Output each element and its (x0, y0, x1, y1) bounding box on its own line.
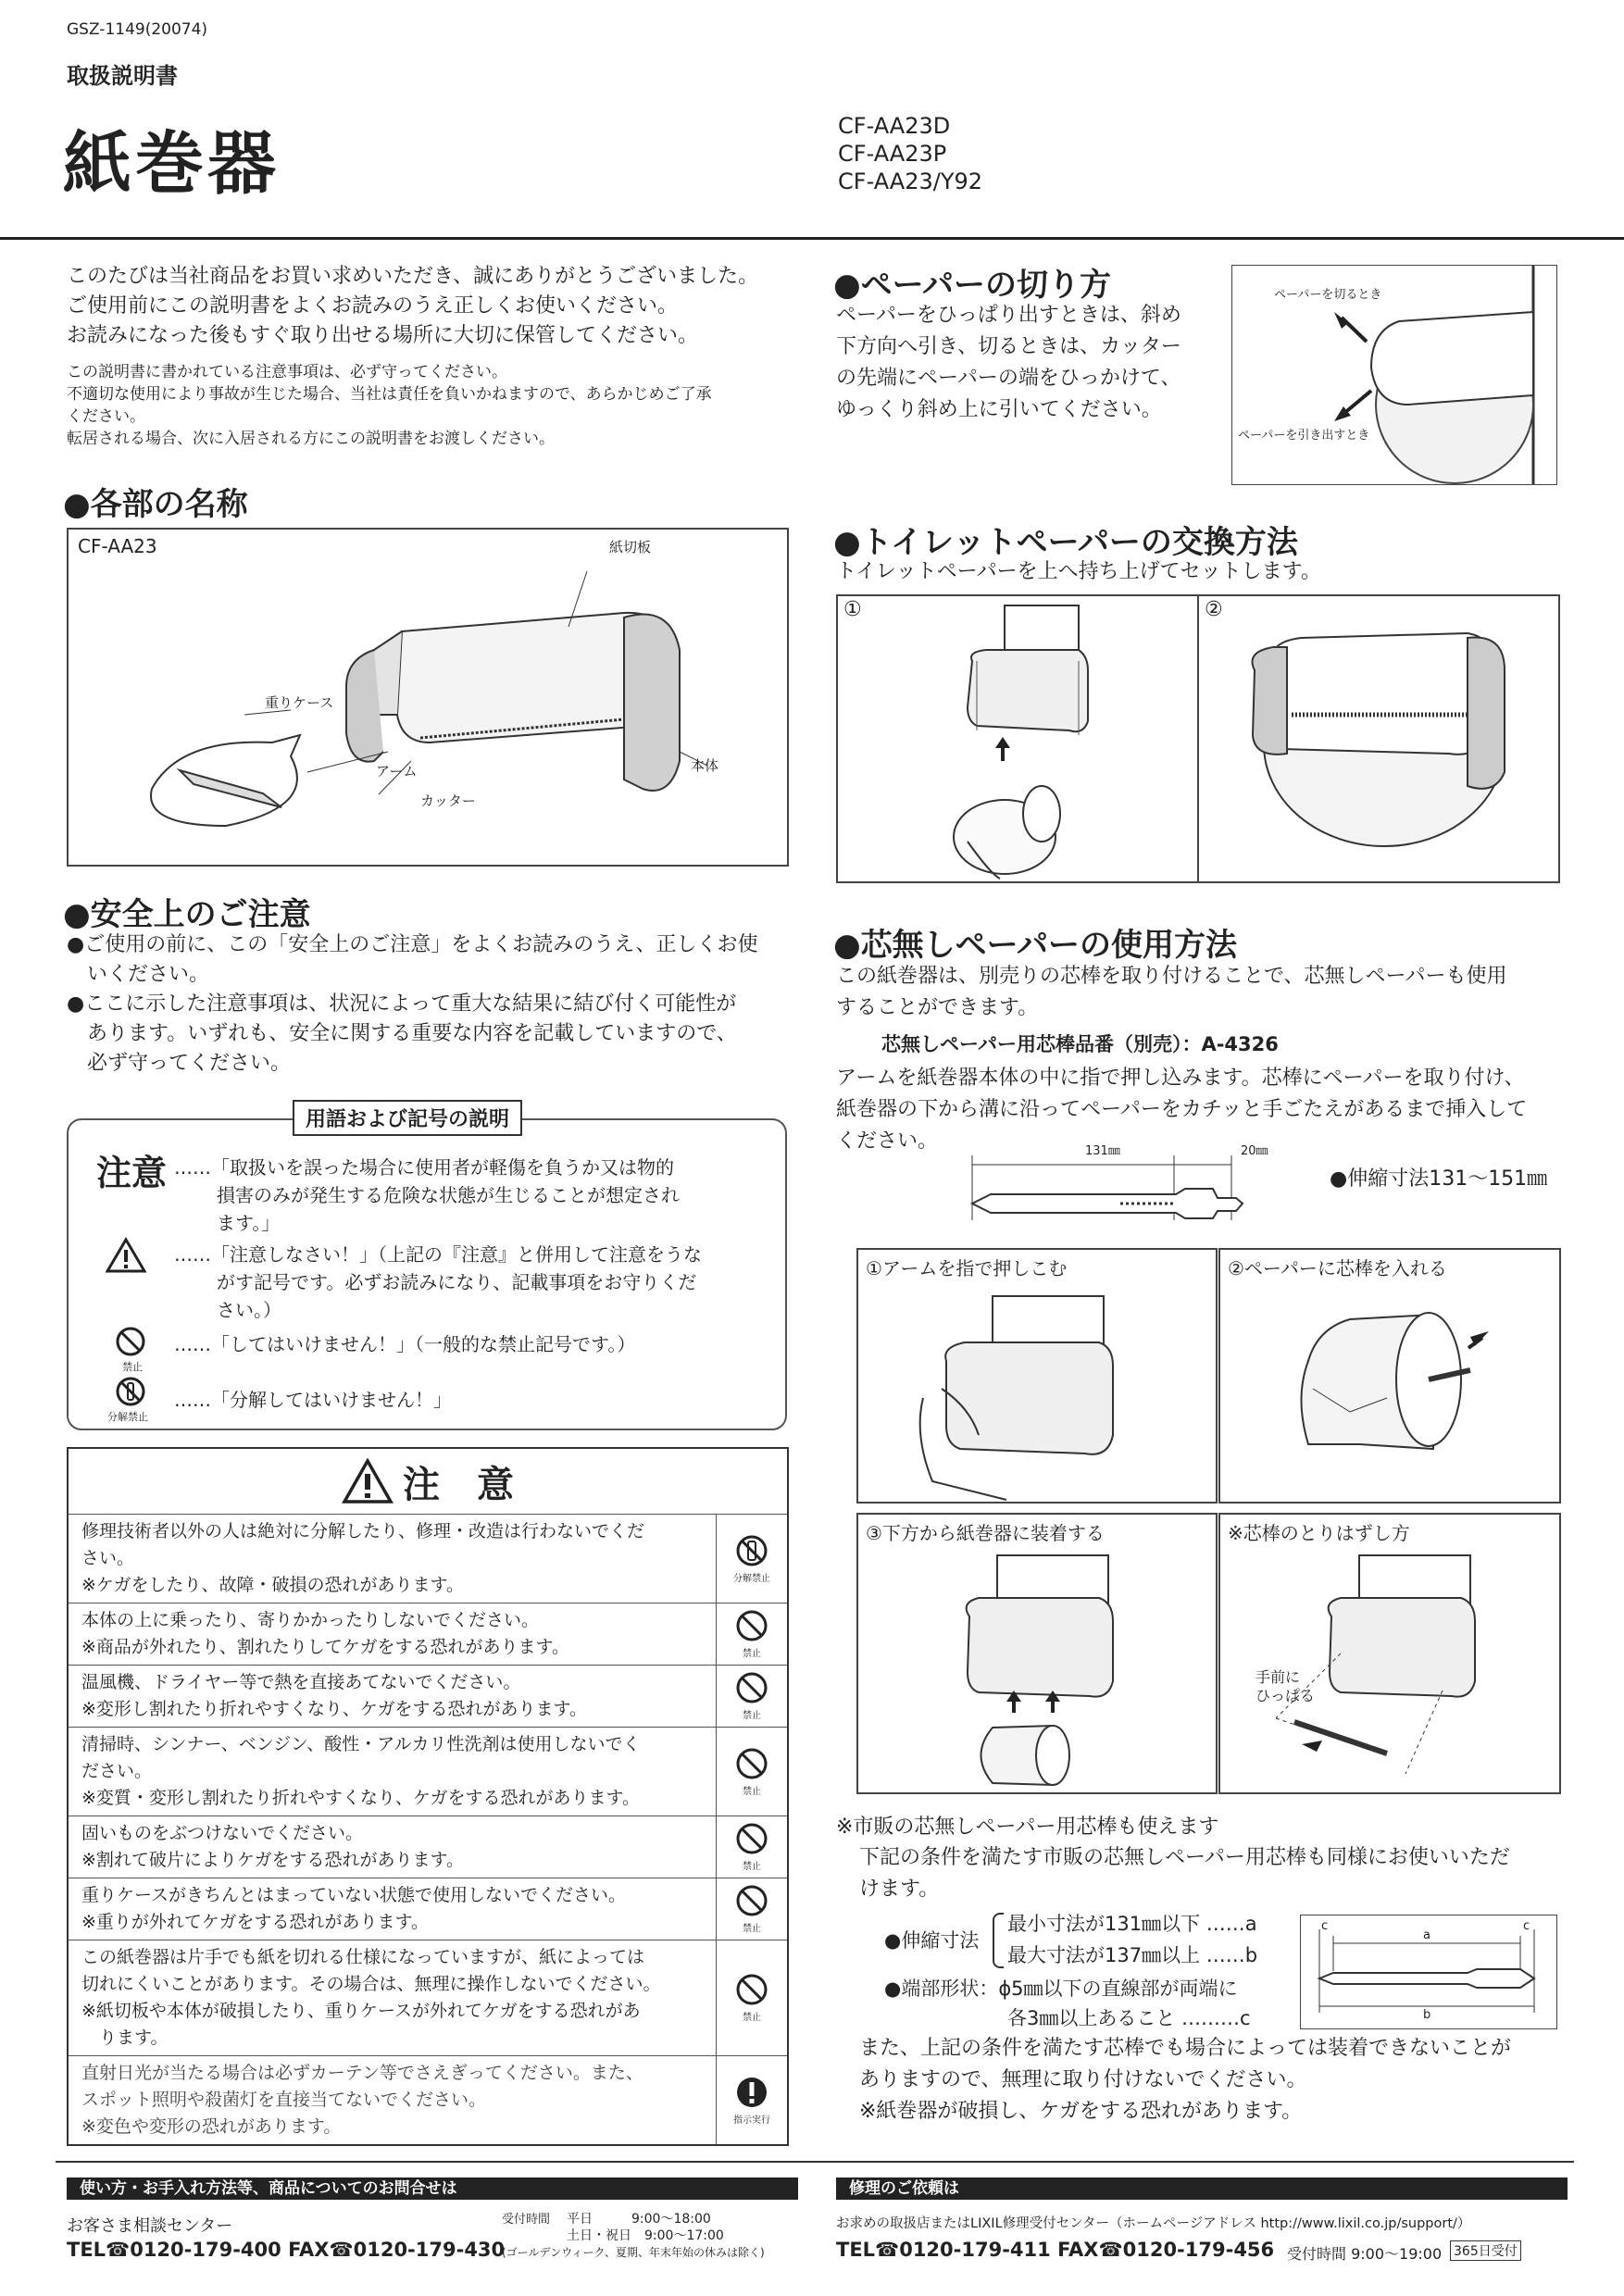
parts-heading: ●各部の名称 (63, 486, 248, 523)
support-tel: TEL☎0120-179-400 FAX☎0120-179-430 (67, 2239, 506, 2261)
step2-panel (1218, 1248, 1561, 1504)
repair-badge: 365日受付 (1450, 2240, 1521, 2261)
cond-c: 各3㎜以上あること ………c (1007, 2007, 1251, 2029)
caution-line: 重りケースがきちんとはまっていない状態で使用しないでください。 (81, 1885, 627, 1905)
parts-figure (67, 528, 789, 867)
prohibit-icon (735, 1609, 768, 1645)
step3-label: ③下方から紙巻器に装着する (866, 1522, 1105, 1544)
prohibit-label: 禁止 (122, 1361, 143, 1373)
cutting-heading: ●ペーパーの切り方 (833, 267, 1111, 304)
safety-line: 必ず守ってください。 (87, 1052, 292, 1075)
label-weight-case: 重りケース (265, 694, 334, 711)
repair-tel: TEL☎0120-179-411 FAX☎0120-179-456 (836, 2239, 1275, 2261)
dim-a-label: a (1423, 1928, 1430, 1942)
tail-line: ※紙巻器が破損し、ケガをする恐れがあります。 (859, 2100, 1303, 2123)
step1-label: ①アームを指で押しこむ (866, 1257, 1068, 1279)
stretch-dimension: ●伸縮寸法131〜151㎜ (1330, 1167, 1548, 1191)
label-cutter: カッター (420, 792, 476, 809)
step4-label: ※芯棒のとりはずし方 (1228, 1522, 1410, 1544)
tail-line: ありますので、無理に取り付けないでください。 (859, 2068, 1307, 2091)
safety-line: ●ご使用の前に、この「安全上のご注意」をよくお読みのうえ、正しくお使 (67, 933, 758, 956)
desc-line: ……「取扱いを誤った場合に使用者が軽傷を負うか又は物的 (174, 1156, 674, 1179)
caution-row (69, 1603, 787, 1665)
coreless-line: 紙巻器の下から溝に沿ってペーパーをカチッと手ごたえがあるまで挿入して (836, 1098, 1528, 1121)
caution-line: 固いものをぶつけないでください。 (81, 1823, 364, 1843)
caution-line: 清掃時、シンナー、ベンジン、酸性・アルカリ性洗剤は使用しないでく (81, 1734, 641, 1754)
caution-line: スポット照明や殺菌灯を直接当てないでください。 (81, 2090, 487, 2110)
safety-line: ●ここに示した注意事項は、状況によって重大な結果に結び付く可能性が (67, 992, 737, 1016)
mandatory-action-icon (735, 2076, 768, 2112)
step3-illustration (858, 1515, 1216, 1792)
fig-cut-label: ペーパーを切るとき (1274, 288, 1382, 302)
prohibit-icon (735, 1822, 768, 1858)
dim-c-label: c (1523, 1919, 1530, 1933)
step2-illustration (1220, 1250, 1559, 1502)
intro-line: お読みになった後もすぐ取り出せる場所に大切に保管してください。 (67, 324, 699, 347)
caution-line: ※ケガをしたり、故障・破損の恐れがあります。 (81, 1575, 465, 1595)
replace-panel-1 (836, 594, 1199, 883)
parts-model: CF-AA23 (78, 535, 157, 557)
step1-panel (856, 1248, 1218, 1504)
step2-label: ②ペーパーに芯棒を入れる (1228, 1257, 1447, 1279)
step4-illustration (1220, 1515, 1559, 1792)
coreless-tail (859, 2033, 1511, 2128)
caution-table-title: 注 意 (403, 1463, 514, 1506)
doc-code: GSZ-1149(20074) (67, 20, 208, 39)
cut-line: 下方向へ引き、切るときは、カッター (836, 335, 1181, 358)
note-line: 不適切な使用により事故が生じた場合、当社は責任を負いかねますので、あらかじめご了承 (67, 385, 712, 404)
caution-row-text (69, 1666, 716, 1727)
caution-row-text (69, 1515, 716, 1603)
caution-row-text (69, 1603, 716, 1665)
coreless-line: アームを紙巻器本体の中に指で押し込みます。芯棒にペーパーを取り付け、 (836, 1067, 1525, 1090)
caution-row (69, 1878, 787, 1940)
dim-c-label: c (1321, 1919, 1329, 1933)
caution-row-icon-cell (716, 1666, 787, 1727)
caution-line: 本体の上に乗ったり、寄りかかったりしないでください。 (81, 1610, 540, 1630)
pull-label (1255, 1668, 1315, 1705)
coreless-part-no: 芯無しペーパー用芯棒品番（別売）：A-4326 (881, 1033, 1279, 1055)
coreless-intro (836, 961, 1506, 1024)
repair-line: お求めの取扱店またはLIXIL修理受付センター（ホームページアドレス http://www.lixil.co.jp/support/） (836, 2216, 1471, 2231)
caution-row (69, 1816, 787, 1878)
caution-row-text (69, 1728, 716, 1816)
cond-shape: ●端部形状：ϕ5㎜以下の直線部が両端に (884, 1978, 1238, 2000)
caution-icon-label: 禁止 (743, 1649, 761, 1659)
step3-panel (856, 1513, 1218, 1794)
coreless-line: ください。 (836, 1129, 939, 1153)
safety-heading: ●安全上のご注意 (63, 896, 311, 933)
caution-icon-label: 禁止 (743, 1786, 761, 1797)
warning-triangle-icon (106, 1237, 146, 1274)
caution-line: 直射日光が当たる場合は必ずカーテン等でさえぎってください。また、 (81, 2063, 643, 2083)
caution-desc (174, 1154, 680, 1237)
step4-panel (1218, 1513, 1561, 1794)
note-line: この説明書に書かれている注意事項は、必ず守ってください。 (67, 363, 507, 381)
caution-icon-label: 禁止 (743, 2013, 761, 2023)
no-disassemble-icon (115, 1376, 146, 1407)
prohibit-icon (115, 1326, 146, 1357)
no-disassemble-icon (735, 1534, 768, 1570)
coreless-line: この紙巻器は、別売りの芯棒を取り付けることで、芯無しペーパーも使用 (836, 965, 1507, 988)
caution-line: 切れにくいことがあります。その場合は、無理に操作しないでください。 (81, 1974, 661, 1994)
intro-notes (67, 361, 712, 450)
disassemble-label: 分解禁止 (107, 1411, 148, 1423)
caution-line: ださい。 (81, 1761, 153, 1781)
replace-heading: ●トイレットペーパーの交換方法 (833, 524, 1298, 561)
prohibit-icon (735, 1973, 768, 2009)
caution-line: ※重りが外れてケガをする恐れがあります。 (81, 1912, 430, 1932)
caution-line: ※変質・変形し割れたり折れやすくなり、ケガをする恐れがあります。 (81, 1788, 641, 1808)
hours-label: 受付時間 (502, 2213, 551, 2227)
panel-number: ① (843, 598, 862, 621)
cut-line: ゆっくり斜め上に引いてください。 (836, 398, 1162, 421)
rod-spec-figure (1300, 1915, 1557, 2029)
prohibit-icon (735, 1884, 768, 1920)
caution-line: ります。 (81, 2028, 169, 2048)
caution-line: ※商品が外れたり、割れたりしてケガをする恐れがあります。 (81, 1637, 570, 1657)
note-line: ください。 (67, 407, 145, 426)
dim-20: 20㎜ (1241, 1144, 1268, 1158)
intro (67, 262, 758, 351)
desc-line: さい。） (217, 1299, 281, 1321)
label-paper-cut: 紙切板 (609, 539, 652, 555)
coreless-heading: ●芯無しペーパーの使用方法 (833, 927, 1237, 964)
caution-icon-label: 禁止 (743, 1862, 761, 1872)
caution-row-text (69, 1940, 716, 2055)
disassemble-desc: ……「分解してはいけません！」 (174, 1389, 452, 1411)
dim-b-label: b (1423, 2008, 1431, 2022)
triangle-desc (174, 1241, 702, 1324)
caution-line: さい。 (81, 1548, 135, 1568)
market-text (859, 1842, 1510, 1905)
warning-triangle-icon (342, 1458, 394, 1504)
coreless-line: することができます。 (836, 996, 1039, 1019)
model-1: CF-AA23D (838, 113, 951, 139)
doc-subtitle: 取扱説明書 (67, 63, 178, 89)
cond-label: ●伸縮寸法 (884, 1929, 980, 1952)
caution-row-icon-cell (716, 1603, 787, 1665)
support-center: お客さま相談センター (67, 2216, 233, 2236)
caution-word: 注意 (96, 1153, 168, 1193)
caution-row-text (69, 2056, 716, 2144)
tail-line: また、上記の条件を満たす芯棒でも場合によっては装着できないことが (859, 2037, 1512, 2060)
caution-icon-label: 禁止 (743, 1711, 761, 1721)
intro-line: このたびは当社商品をお買い求めいただき、誠にありがとうございました。 (67, 265, 759, 288)
caution-line: 修理技術者以外の人は絶対に分解したり、修理・改造は行わないでくだ (81, 1521, 645, 1541)
prohibit-desc: ……「してはいけません！」（一般的な禁止記号です。） (174, 1333, 636, 1355)
caution-line: 温風機、ドライヤー等で熱を直接あてないでください。 (81, 1672, 521, 1692)
model-3: CF-AA23/Y92 (838, 168, 983, 194)
page-title: 紙巻器 (63, 124, 280, 204)
desc-line: ます。」 (217, 1212, 281, 1234)
footer-left-bar: 使い方・お手入れ方法等、商品についてのお問合せは (67, 2177, 798, 2200)
dim-131: 131㎜ (1085, 1144, 1120, 1158)
holder-illustration (69, 530, 787, 865)
pull-line: 手前に (1255, 1668, 1301, 1686)
caution-row-icon-cell (716, 1816, 787, 1878)
caution-row-icon-cell (716, 1515, 787, 1603)
desc-line: がす記号です。必ずお読みになり、記載事項をお守りくだ (217, 1271, 697, 1293)
caution-row-text (69, 1878, 716, 1940)
caution-line: ※紙切板や本体が破損したり、重りケースが外れてケガをする恐れがあ (81, 2001, 641, 2021)
caution-icon-label: 指示実行 (733, 2115, 770, 2126)
cond-b: 最大寸法が137㎜以上 ……b (1007, 1944, 1258, 1966)
replace-panel-2 (1197, 594, 1560, 883)
caution-row-icon-cell (716, 1878, 787, 1940)
replace-step2-illustration (1199, 596, 1558, 881)
cutting-text (836, 300, 1181, 426)
cond-a: 最小寸法が131㎜以下 ……a (1007, 1913, 1257, 1935)
safety-line: いください。 (87, 963, 210, 986)
replace-step1-illustration (838, 596, 1197, 881)
caution-icon-label: 禁止 (743, 1924, 761, 1934)
caution-line: ※割れて破片によりケガをする恐れがあります。 (81, 1850, 465, 1870)
replace-sub: トイレットペーパーを上へ持ち上げてセットします。 (836, 560, 1321, 583)
header-rule (0, 237, 1624, 240)
safety-bullets (67, 930, 758, 1079)
cut-line: の先端にペーパーの端をひっかけて、 (836, 367, 1181, 390)
label-arm: アーム (376, 763, 418, 780)
caution-row-icon-cell (716, 1940, 787, 2055)
desc-line: 損害のみが発生する危険な状態が生じることが想定され (217, 1184, 680, 1206)
cutting-figure (1231, 265, 1557, 485)
safety-line: あります。いずれも、安全に関する重要な内容を記載していますので、 (87, 1022, 737, 1045)
step1-illustration (858, 1250, 1216, 1502)
market-heading: ※市販の芯無しペーパー用芯棒も使えます (836, 1816, 1219, 1839)
caution-row-text (69, 1816, 716, 1878)
hours-weekend: 土日・祝日 9:00〜17:00 (567, 2228, 724, 2243)
repair-hours: 受付時間 9:00〜19:00 (1287, 2245, 1443, 2263)
cut-line: ペーパーをひっぱり出すときは、斜め (836, 304, 1181, 327)
desc-line: ……「注意しなさい！」（上記の『注意』と併用して注意をうな (174, 1243, 702, 1266)
footer-right-bar: 修理のご依頼は (836, 2177, 1568, 2200)
caution-row-icon-cell (716, 1728, 787, 1816)
caution-row (69, 1940, 787, 2055)
caution-line: この紙巻器は片手でも紙を切れる仕様になっていますが、紙によっては (81, 1947, 645, 1967)
prohibit-icon (735, 1747, 768, 1783)
market-line: けます。 (859, 1878, 940, 1901)
caution-row (69, 1727, 787, 1816)
caution-table (67, 1447, 789, 2146)
caution-row (69, 1514, 787, 1603)
caution-line: ※変色や変形の恐れがあります。 (81, 2116, 342, 2137)
hours-note: (ゴールデンウィーク、夏期、年末年始の休みは除く) (502, 2246, 765, 2259)
intro-line: ご使用前にこの説明書をよくお読みのうえ正しくお使いください。 (67, 294, 679, 318)
legend-title: 用語および記号の説明 (293, 1100, 522, 1136)
hours-weekday: 平日 9:00〜18:00 (567, 2212, 711, 2227)
caution-line: ※変形し割れたり折れやすくなり、ケガをする恐れがあります。 (81, 1699, 588, 1719)
caution-row (69, 1665, 787, 1727)
model-2: CF-AA23P (838, 141, 947, 167)
caution-icon-label: 分解禁止 (733, 1573, 770, 1584)
cond-brace (993, 1913, 1004, 1968)
fig-pull-label: ペーパーを引き出すとき (1238, 429, 1370, 443)
footer-rule (56, 2161, 1574, 2163)
caution-row-icon-cell (716, 2056, 787, 2144)
market-line: 下記の条件を満たす市販の芯無しペーパー用芯棒も同様にお使いいただ (859, 1846, 1510, 1869)
pull-line: ひっぱる (1255, 1687, 1316, 1704)
caution-table-header (69, 1449, 787, 1514)
panel-number: ② (1205, 598, 1223, 621)
note-line: 転居される場合、次に入居される方にこの説明書をお渡しください。 (67, 430, 555, 448)
label-body: 本体 (691, 757, 719, 774)
prohibit-icon (735, 1671, 768, 1707)
caution-row (69, 2055, 787, 2144)
